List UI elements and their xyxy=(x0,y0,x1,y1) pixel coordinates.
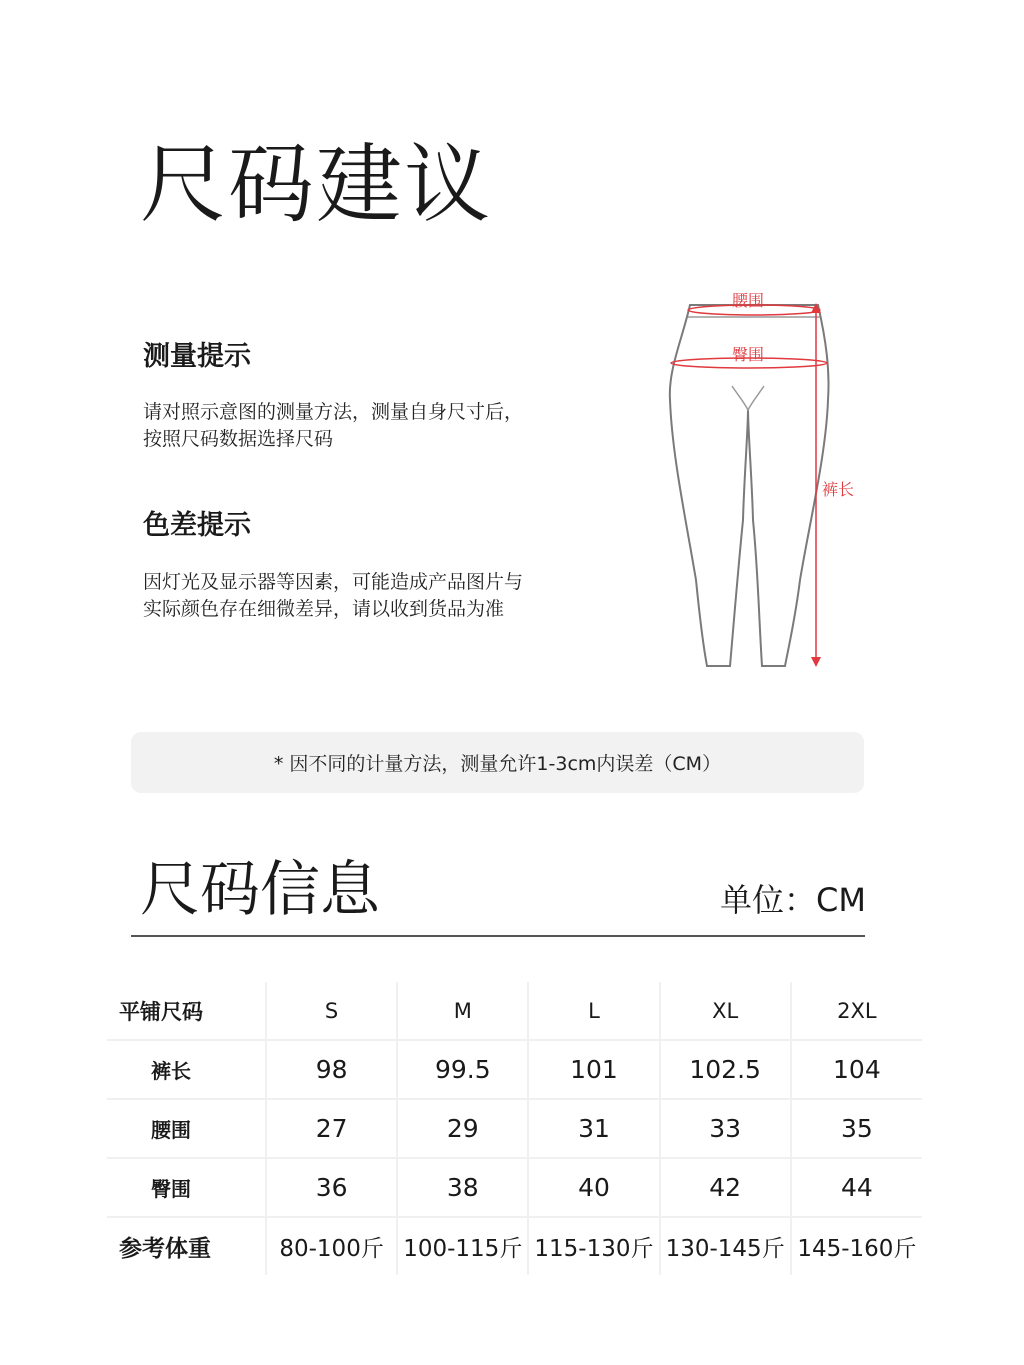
table-cell: 100-115斤 xyxy=(397,1217,528,1275)
table-row xyxy=(107,1099,922,1158)
length-arrow-bottom xyxy=(811,657,821,667)
table-header-row xyxy=(107,982,922,1040)
unit-label: 单位：CM xyxy=(720,881,866,919)
table-cell: 31 xyxy=(528,1099,659,1158)
table-cell: 99.5 xyxy=(397,1040,528,1099)
hip-label: 臀围 xyxy=(731,345,765,364)
table-cell: 33 xyxy=(660,1099,791,1158)
size-info-title: 尺码信息 xyxy=(140,855,380,925)
table-cell: 80-100斤 xyxy=(266,1217,397,1275)
table-header-cell: XL xyxy=(660,982,791,1040)
table-cell: 115-130斤 xyxy=(528,1217,659,1275)
size-table xyxy=(107,982,922,1275)
measure-tip-line-1: 请对照示意图的测量方法，测量自身尺寸后， xyxy=(143,401,524,423)
table-cell: 104 xyxy=(791,1040,922,1099)
title-divider xyxy=(131,935,865,937)
table-cell: 42 xyxy=(660,1158,791,1217)
color-tip-line-1: 因灯光及显示器等因素，可能造成产品图片与 xyxy=(143,571,524,593)
table-row-label: 腰围 xyxy=(107,1099,266,1158)
table-cell: 36 xyxy=(266,1158,397,1217)
color-tip-text xyxy=(143,569,613,623)
table-row xyxy=(107,1158,922,1217)
table-cell: 35 xyxy=(791,1099,922,1158)
table-header-cell: L xyxy=(528,982,659,1040)
measure-tip-heading: 测量提示 xyxy=(143,341,251,372)
table-header-cell: 2XL xyxy=(791,982,922,1040)
table-cell: 27 xyxy=(266,1099,397,1158)
table-header-cell: M xyxy=(397,982,528,1040)
table-row xyxy=(107,1040,922,1099)
table-row-label: 裤长 xyxy=(107,1040,266,1099)
table-cell: 29 xyxy=(397,1099,528,1158)
table-header-cell: 平铺尺码 xyxy=(107,982,266,1040)
color-tip-heading: 色差提示 xyxy=(143,510,251,541)
color-tip-line-2: 实际颜色存在细微差异，请以收到货品为准 xyxy=(143,598,505,620)
length-label: 裤长 xyxy=(822,480,855,499)
measurement-error-note xyxy=(131,732,864,793)
table-row-label: 臀围 xyxy=(107,1158,266,1217)
size-advice-title: 尺码建议 xyxy=(140,135,492,235)
table-cell: 102.5 xyxy=(660,1040,791,1099)
table-header-cell: S xyxy=(266,982,397,1040)
table-cell: 130-145斤 xyxy=(660,1217,791,1275)
table-cell: 40 xyxy=(528,1158,659,1217)
crotch-seam xyxy=(732,386,764,410)
measure-tip-text xyxy=(143,399,613,453)
table-cell: 98 xyxy=(266,1040,397,1099)
table-row-label: 参考体重 xyxy=(107,1217,266,1275)
table-cell: 145-160斤 xyxy=(797,1236,917,1262)
waist-label: 腰围 xyxy=(731,291,765,310)
pants-measurement-diagram xyxy=(660,280,900,680)
measurement-error-note-text: * 因不同的计量方法，测量允许1-3cm内误差（CM） xyxy=(273,753,722,775)
table-cell: 38 xyxy=(397,1158,528,1217)
table-row xyxy=(107,1217,922,1275)
table-cell: 101 xyxy=(528,1040,659,1099)
table-cell: 44 xyxy=(791,1158,922,1217)
measure-tip-line-2: 按照尺码数据选择尺码 xyxy=(143,428,334,450)
